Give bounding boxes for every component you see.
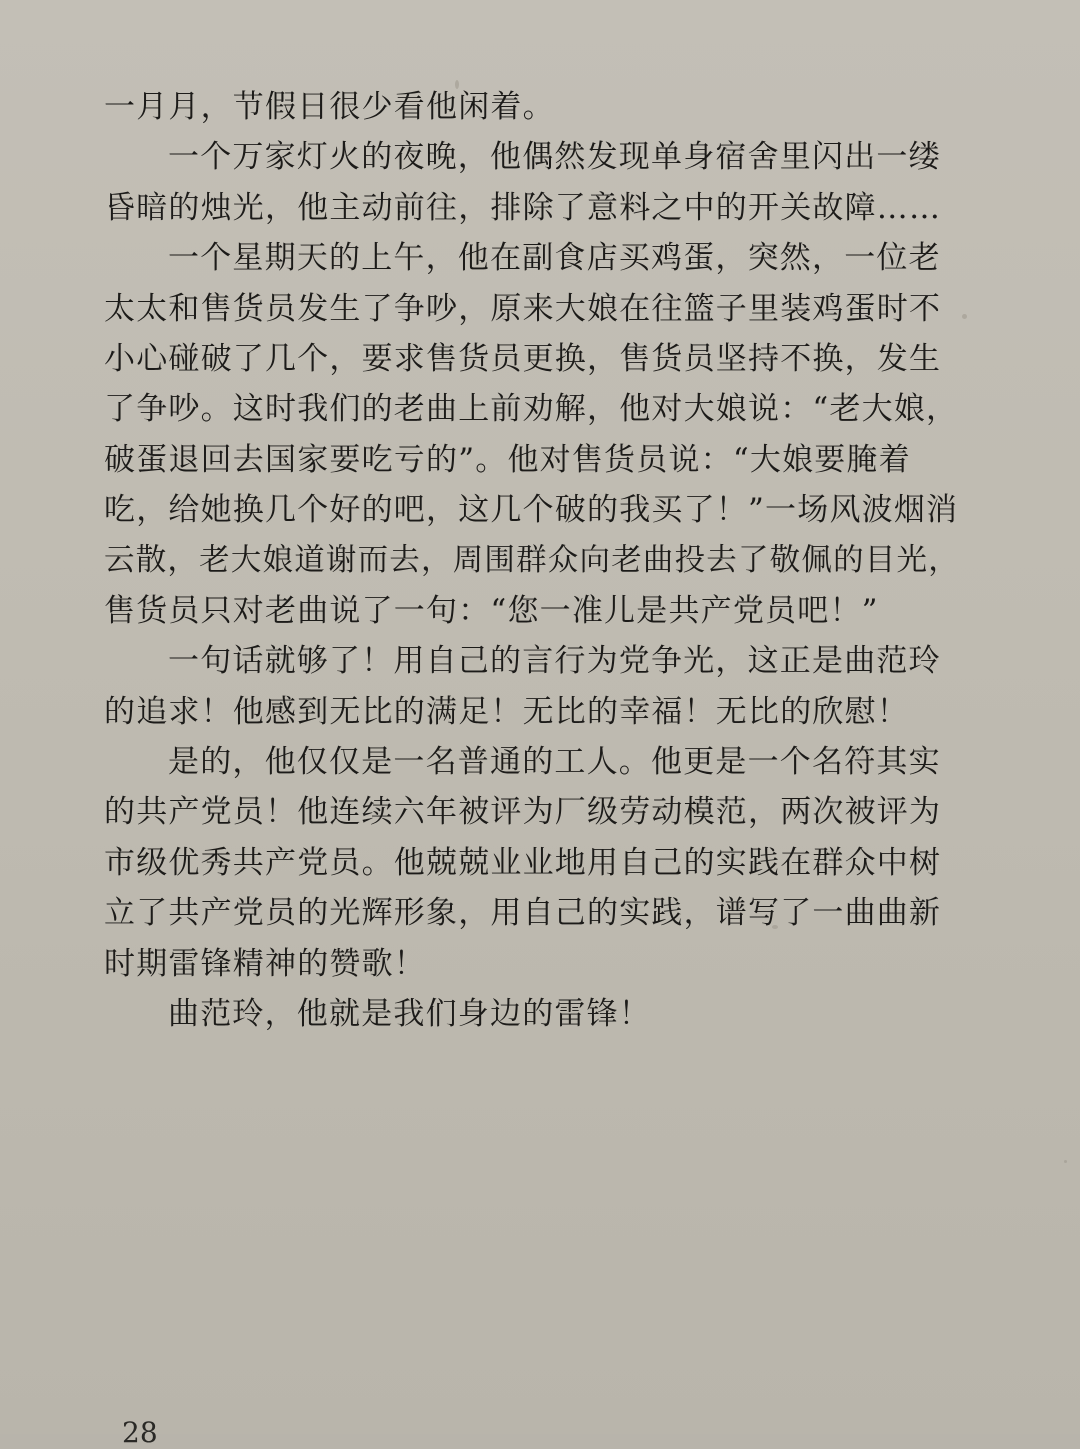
text-line: 的共产党员！他连续六年被评为厂级劳动模范，两次被评为 [104,794,942,831]
text-line: 太太和售货员发生了争吵，原来大娘在往篮子里装鸡蛋时不 [104,290,942,327]
body-text [104,82,960,1039]
text-line: 曲范玲，他就是我们身边的雷锋！ [168,996,651,1033]
text-line: 时期雷锋精神的赞歌！ [104,945,426,982]
text-line: 一个万家灯火的夜晚，他偶然发现单身宿舍里闪出一缕 [168,139,941,176]
text-line: 一句话就够了！用自己的言行为党争光，这正是曲范玲 [168,643,941,680]
text-line: 一月月，节假日很少看他闲着。 [104,89,555,125]
text-line: 的追求！他感到无比的满足！无比的幸福！无比的欣慰！ [104,693,909,730]
text-line: 破蛋退回去国家要吃亏的”。他对售货员说：“大娘要腌着 [104,441,911,478]
text-line: 一个星期天的上午，他在副食店买鸡蛋，突然，一位老 [168,240,941,277]
text-line: 吃，给她换几个好的吧，这几个破的我买了！”一场风波烟消 [104,492,959,529]
text-line: 云散，老大娘道谢而去，周围群众向老曲投去了敬佩的目光， [104,542,960,578]
text-line: 是的，他仅仅是一名普通的工人。他更是一个名符其实 [168,744,941,781]
paper-speck [1064,1160,1067,1163]
text-line: 立了共产党员的光辉形象，用自己的实践，谱写了一曲曲新 [104,895,942,932]
text-line: 售货员只对老曲说了一句：“您一准儿是共产党员吧！” [104,592,879,629]
text-line: 小心碰破了几个，要求售货员更换，售货员坚持不换，发生 [104,340,942,377]
page-number: 28 [122,1416,158,1449]
paper-speck [962,314,967,319]
text-line: 昏暗的烛光，他主动前往，排除了意料之中的开关故障…… [104,189,942,226]
text-line: 市级优秀共产党员。他兢兢业业地用自己的实践在群众中树 [104,844,942,881]
text-line: 了争吵。这时我们的老曲上前劝解，他对大娘说：“老大娘， [104,391,959,428]
